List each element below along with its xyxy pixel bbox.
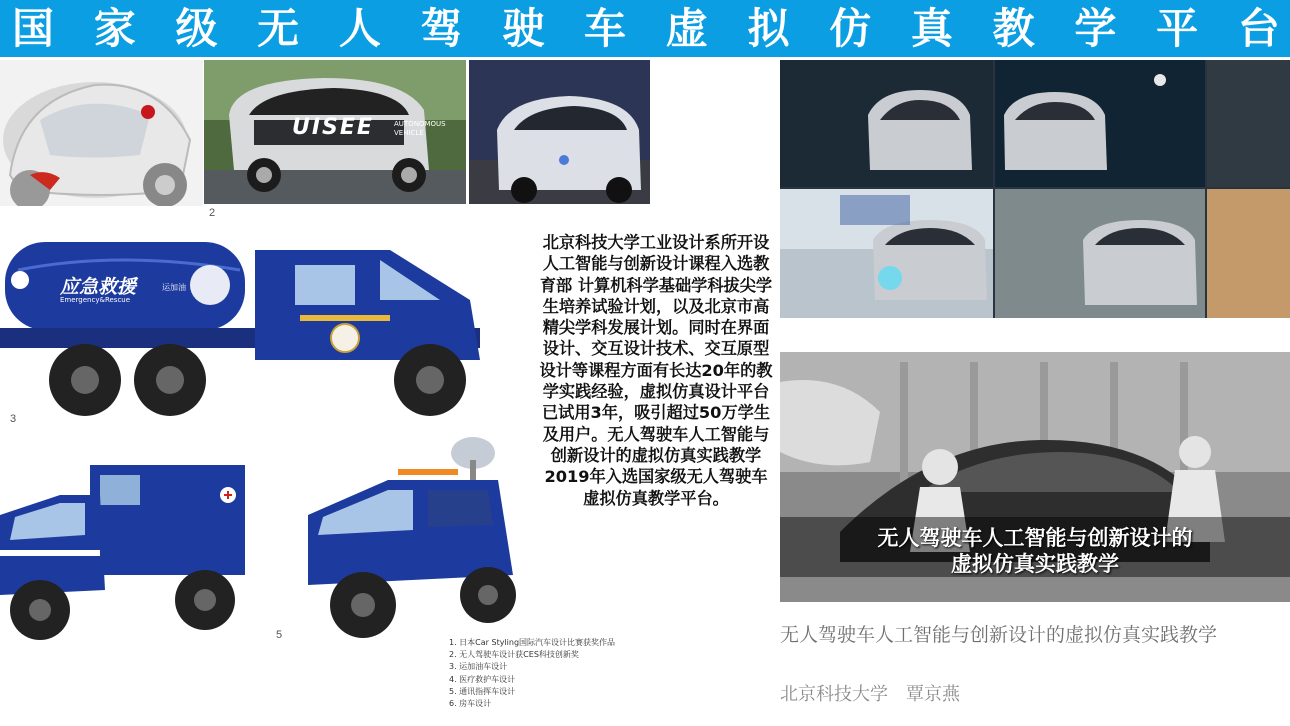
- tanker-brand-en-text: Emergency&Rescue: [60, 296, 131, 304]
- photo-uisee-vehicle: [204, 60, 466, 204]
- title-banner: [0, 0, 1290, 57]
- uisee-logo-text: UISEE: [292, 115, 374, 140]
- banner-char: 家: [93, 4, 136, 53]
- figure-number-5: 5: [276, 629, 283, 641]
- banner-char: 平: [1156, 4, 1199, 53]
- caption-item: 5. 通讯指挥车设计: [449, 686, 516, 696]
- caption-item: 6. 房车设计: [449, 699, 492, 709]
- video-author: 北京科技大学 覃京燕: [780, 684, 960, 705]
- banner-char: 虚: [665, 4, 708, 53]
- figure-number-2: 2: [209, 207, 216, 219]
- tanker-brand-text: 应急救援: [60, 276, 137, 298]
- tanker-tag-text: 运加油: [162, 283, 186, 292]
- banner-char: 学: [1074, 4, 1117, 53]
- video-overlay-line1: 无人驾驶车人工智能与创新设计的: [877, 526, 1193, 550]
- banner-char: 真: [910, 4, 953, 53]
- description-text: 北京科技大学工业设计系所开设人工智能与创新设计课程入选教育部 计算机科学基础学科拔尖学生培养试验计划，以及北京市高精尖学科发展计划。同时在界面设计、交互设计技术、交互原型设计等课程方面有长达20年的教学实践经验，虚拟仿真设计平台已试用3年，吸引超过50万学生及用户。无人驾驶车人工智能与创新设计的虚拟仿真实践教学2019年入选国家级无人驾驶车虚拟仿真教学平台。: [539, 233, 773, 508]
- photo-ambulance-truck: [0, 455, 252, 647]
- banner-char: 人: [338, 4, 381, 53]
- caption-item: 3. 运加油车设计: [449, 662, 508, 672]
- video-overlay-line2: 虚拟仿真实践教学: [951, 552, 1119, 576]
- figure-caption-list: [449, 637, 615, 710]
- banner-char: 国: [12, 4, 55, 53]
- photo-tanker-truck: [0, 230, 500, 420]
- banner-char: 驶: [502, 4, 545, 53]
- banner-char: 级: [175, 4, 218, 53]
- vr-lesson-video: [780, 352, 1290, 602]
- caption-item: 1. 日本Car Styling国际汽车设计比赛获奖作品: [449, 638, 616, 647]
- photo-night-vehicle: [469, 60, 650, 204]
- banner-char: 教: [992, 4, 1035, 53]
- video-title: 无人驾驶车人工智能与创新设计的虚拟仿真实践教学: [780, 624, 1218, 646]
- photo-command-truck: [298, 435, 520, 645]
- banner-char: 仿: [829, 4, 872, 53]
- caption-item: 4. 医疗救护车设计: [449, 674, 516, 684]
- photo-concept-car: [0, 60, 203, 206]
- banner-char: 台: [1237, 4, 1280, 53]
- banner-char: 驾: [420, 4, 463, 53]
- banner-char: 无: [257, 4, 300, 53]
- figure-number-3: 3: [10, 413, 17, 425]
- banner-char: 拟: [747, 4, 790, 53]
- uisee-tag-text: AUTONOMOUS VEHICLE: [394, 120, 446, 137]
- caption-item: 2. 无人驾驶车设计获CES科技创新奖: [449, 650, 579, 660]
- banner-char: 车: [584, 4, 627, 53]
- simulation-collage: [780, 60, 1290, 318]
